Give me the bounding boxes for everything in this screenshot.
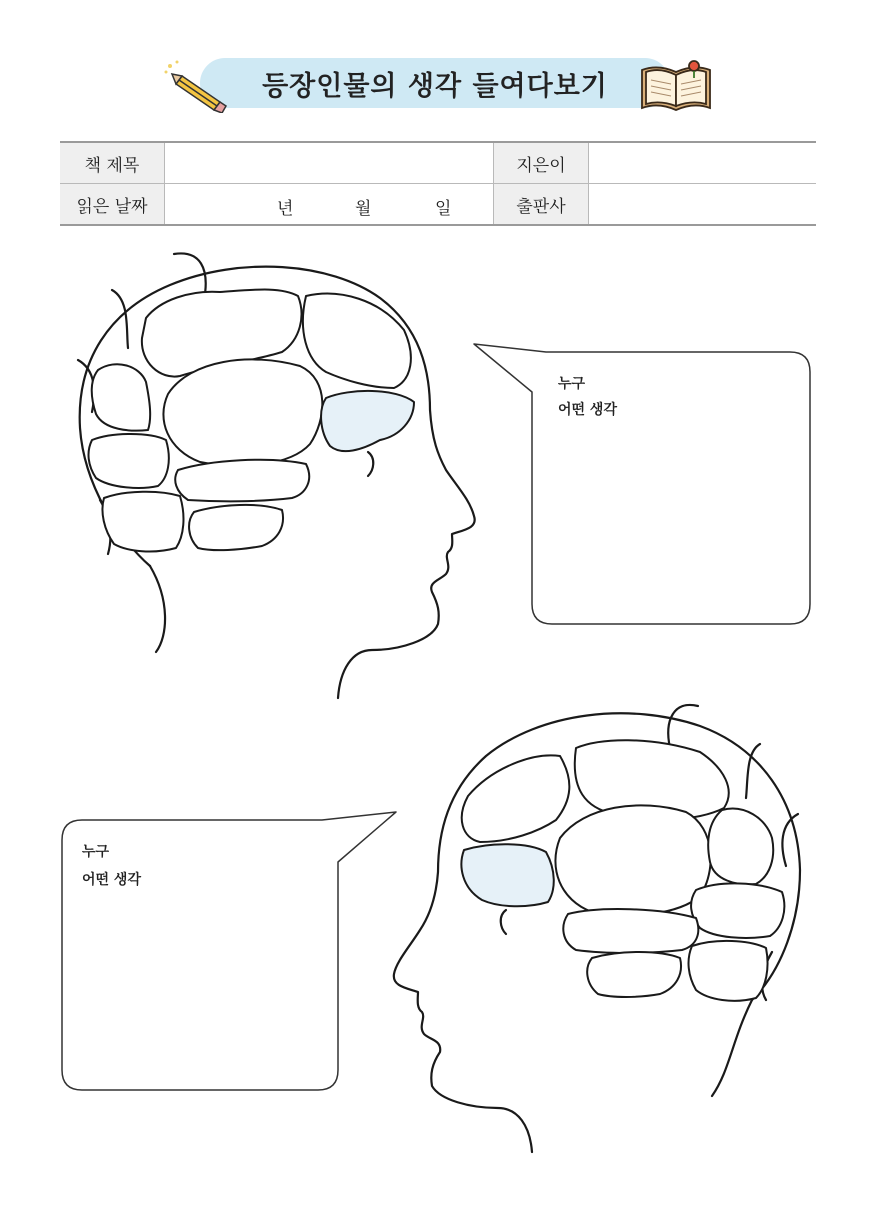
month-unit: 월 [355,199,372,219]
bubble-2-answer-area[interactable] [74,896,326,1080]
brain-1 [89,290,414,552]
brain-2 [461,740,784,1001]
bubble-1-answer-area[interactable] [548,426,798,612]
page-title: 등장인물의 생각 들여다보기 [262,70,608,102]
read-date-label: 읽은 날짜 [60,184,165,226]
year-unit: 년 [277,199,294,219]
bubble-2-thought-label: 어떤 생각 [82,872,141,888]
bubble-2-who-label: 누구 [82,844,110,860]
publisher-label: 출판사 [494,184,589,226]
book-title-label: 책 제목 [60,142,165,184]
bubble-1-thought-label: 어떤 생각 [558,402,617,418]
day-unit: 일 [435,199,452,219]
bubble-1-who-label: 누구 [558,376,586,392]
author-label: 지은이 [494,142,589,184]
